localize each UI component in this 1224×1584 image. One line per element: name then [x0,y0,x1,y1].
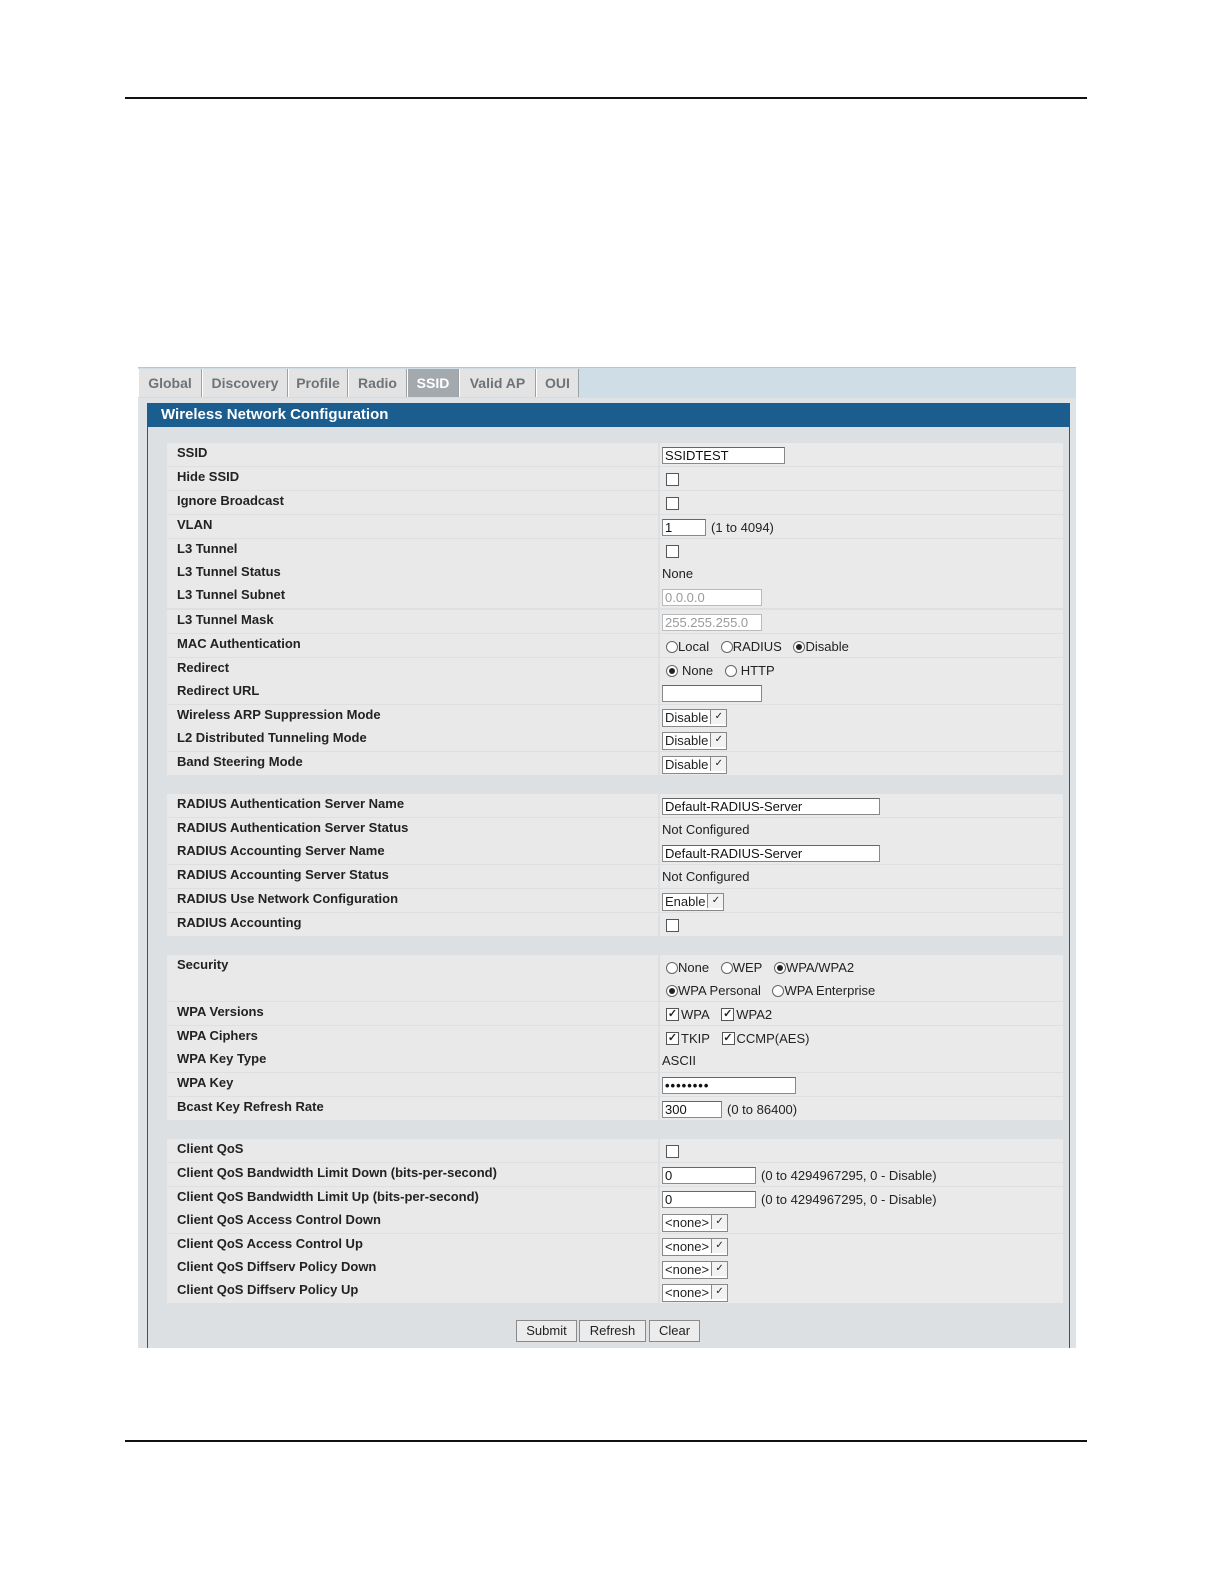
wpa-personal-label: WPA Personal [678,983,761,999]
band-steering-label: Band Steering Mode [167,752,658,775]
bw-down-label: Client QoS Bandwidth Limit Down (bits-per-second) [167,1163,658,1186]
wpa-key-type-label: WPA Key Type [167,1049,658,1072]
row-radius-use-network [167,889,1063,912]
diffserv-down-label: Client QoS Diffserv Policy Down [167,1257,658,1280]
mac-auth-label: MAC Authentication [167,634,658,657]
bw-up-input[interactable] [662,1191,756,1208]
radius-auth-name-input[interactable] [662,798,880,815]
arp-suppression-select[interactable] [662,709,727,727]
tab-global[interactable]: Global [138,369,202,397]
hide-ssid-checkbox[interactable] [666,473,679,486]
security-wep-label: WEP [732,960,763,976]
row-hide-ssid [167,467,1063,490]
row-client-qos [167,1139,1063,1162]
tab-valid-ap[interactable]: Valid AP [459,369,536,397]
band-steering-select[interactable] [662,756,727,774]
bcast-key-refresh-input[interactable] [662,1101,722,1118]
mac-auth-disable-radio[interactable] [793,641,805,653]
diffserv-up-select[interactable] [662,1284,728,1302]
redirect-http-radio[interactable] [725,665,737,677]
radius-use-network-select[interactable] [662,893,724,911]
mac-auth-local-label: Local [678,639,710,655]
security-wpa-radio[interactable] [774,962,786,974]
radius-accounting-label: RADIUS Accounting [167,913,658,936]
mac-auth-radius-radio[interactable] [721,641,733,653]
redirect-http-label: HTTP [740,663,775,679]
tab-ssid[interactable]: SSID [407,369,459,397]
row-l3-tunnel [167,539,1063,562]
row-l3-tunnel-status [167,562,1063,585]
l3-tunnel-subnet-label: L3 Tunnel Subnet [167,585,658,608]
radius-use-network-value: Enable [665,893,706,909]
wpa-enterprise-radio[interactable] [772,985,784,997]
row-radius-acct-name [167,841,1063,864]
ssid-label: SSID [167,443,658,466]
row-l3-tunnel-subnet [167,585,1063,608]
bw-up-label: Client QoS Bandwidth Limit Up (bits-per-second) [167,1187,658,1210]
row-ssid [167,443,1063,466]
radius-auth-name-label: RADIUS Authentication Server Name [167,794,658,817]
row-acl-down [167,1210,1063,1233]
row-diffserv-down [167,1257,1063,1280]
row-l2-tunneling [167,728,1063,751]
security-none-label: None [678,960,710,976]
l3-tunnel-mask-label: L3 Tunnel Mask [167,610,658,633]
row-radius-acct-status [167,865,1063,888]
wpa-cipher-tkip-label: TKIP [681,1031,710,1047]
row-wpa-key-type [167,1049,1063,1072]
l3-tunnel-subnet-input[interactable] [662,589,762,606]
chevron-down-icon: ✓ [710,710,726,724]
row-vlan [167,515,1063,538]
bw-down-input[interactable] [662,1167,756,1184]
row-radius-auth-status [167,818,1063,841]
tab-discovery[interactable]: Discovery [202,369,288,397]
chevron-down-icon: ✓ [710,757,726,771]
redirect-url-input[interactable] [662,685,762,702]
redirect-url-label: Redirect URL [167,681,658,704]
refresh-button[interactable]: Refresh [579,1320,646,1342]
client-qos-checkbox[interactable] [666,1145,679,1158]
acl-down-label: Client QoS Access Control Down [167,1210,658,1233]
row-bcast-key-refresh [167,1097,1063,1120]
wireless-network-panel [147,403,1070,1348]
radius-acct-name-label: RADIUS Accounting Server Name [167,841,658,864]
wpa-cipher-tkip-checkbox[interactable] [666,1032,679,1045]
panel-title: Wireless Network Configuration [148,403,1069,427]
wpa-enterprise-label: WPA Enterprise [784,983,876,999]
row-acl-up [167,1234,1063,1257]
panel-body [148,427,1069,1348]
security-wep-radio[interactable] [721,962,733,974]
row-security [167,955,1063,978]
security-none-radio[interactable] [666,962,678,974]
row-bw-up [167,1187,1063,1210]
l3-tunnel-mask-input[interactable] [662,614,762,631]
wpa-key-type-value: ASCII [660,1049,1063,1072]
row-radius-accounting [167,913,1063,936]
l2-tunneling-label: L2 Distributed Tunneling Mode [167,728,658,751]
arp-suppression-value: Disable [665,709,709,725]
radius-acct-name-input[interactable] [662,845,880,862]
chevron-down-icon: ✓ [711,1215,727,1229]
wpa-cipher-ccmp-label: CCMP(AES) [736,1031,810,1047]
mac-auth-local-radio[interactable] [666,641,678,653]
bcast-key-refresh-hint: (0 to 86400) [727,1102,798,1118]
diffserv-up-value: <none> [665,1284,710,1300]
page-bottom-rule [125,1440,1087,1442]
wpa-key-input[interactable] [662,1077,796,1094]
row-wpa-versions [167,1002,1063,1025]
chevron-down-icon: ✓ [711,1285,727,1299]
diffserv-up-label: Client QoS Diffserv Policy Up [167,1280,658,1303]
vlan-input[interactable] [662,519,706,536]
tab-profile[interactable]: Profile [288,369,348,397]
redirect-none-label: None [682,663,714,679]
wpa-key-label: WPA Key [167,1073,658,1096]
acl-up-value: <none> [665,1238,710,1254]
acl-down-select[interactable] [662,1214,728,1232]
vlan-hint: (1 to 4094) [711,520,774,536]
row-arp-suppression [167,705,1063,728]
app-frame [138,367,1076,1348]
tab-radio[interactable]: Radio [348,369,407,397]
hide-ssid-label: Hide SSID [167,467,658,490]
wpa-cipher-ccmp-checkbox[interactable] [722,1032,735,1045]
row-band-steering [167,752,1063,775]
mac-auth-disable-label: Disable [805,639,849,655]
clear-button[interactable]: Clear [649,1320,700,1342]
wpa-personal-radio[interactable] [666,985,678,997]
row-l3-tunnel-mask [167,610,1063,633]
wpa-version-wpa-checkbox[interactable] [666,1008,679,1021]
submit-button[interactable]: Submit [516,1320,577,1342]
security-label: Security [167,955,658,978]
acl-down-value: <none> [665,1214,710,1230]
band-steering-value: Disable [665,756,709,772]
chevron-down-icon: ✓ [710,733,726,747]
l2-tunneling-value: Disable [665,732,709,748]
security-wpa-label: WPA/WPA2 [785,960,855,976]
ignore-broadcast-checkbox[interactable] [666,497,679,510]
row-bw-down [167,1163,1063,1186]
radius-auth-status-value: Not Configured [660,818,1063,841]
tab-oui[interactable]: OUI [536,369,579,397]
row-ignore-broadcast [167,491,1063,514]
l3-tunnel-label: L3 Tunnel [167,539,658,562]
radius-use-network-label: RADIUS Use Network Configuration [167,889,658,912]
row-wpa-ciphers [167,1026,1063,1049]
radius-accounting-checkbox[interactable] [666,919,679,932]
acl-up-label: Client QoS Access Control Up [167,1234,658,1257]
row-wpa-mode [167,978,1063,1001]
client-qos-label: Client QoS [167,1139,658,1162]
row-redirect [167,658,1063,681]
wpa-mode-label [167,978,658,1001]
page-top-rule [125,97,1087,99]
wpa-version-wpa2-checkbox[interactable] [721,1008,734,1021]
acl-up-select[interactable] [662,1238,728,1256]
diffserv-down-select[interactable] [662,1261,728,1279]
wpa-version-wpa2-label: WPA2 [736,1007,773,1023]
radius-auth-status-label: RADIUS Authentication Server Status [167,818,658,841]
chevron-down-icon: ✓ [711,1262,727,1276]
wpa-versions-label: WPA Versions [167,1002,658,1025]
l2-tunneling-select[interactable] [662,732,727,750]
radius-acct-status-value: Not Configured [660,865,1063,888]
row-radius-auth-name [167,794,1063,817]
bw-up-hint: (0 to 4294967295, 0 - Disable) [761,1192,937,1208]
tab-bar [138,367,1076,398]
wpa-version-wpa-label: WPA [681,1007,710,1023]
row-diffserv-up [167,1280,1063,1303]
diffserv-down-value: <none> [665,1261,710,1277]
l3-tunnel-status-label: L3 Tunnel Status [167,562,658,585]
arp-suppression-label: Wireless ARP Suppression Mode [167,705,658,728]
redirect-none-radio[interactable] [666,665,678,677]
ssid-input[interactable] [662,447,785,464]
chevron-down-icon: ✓ [707,894,723,908]
row-wpa-key [167,1073,1063,1096]
row-mac-auth [167,634,1063,657]
l3-tunnel-checkbox[interactable] [666,545,679,558]
radius-acct-status-label: RADIUS Accounting Server Status [167,865,658,888]
bcast-key-refresh-label: Bcast Key Refresh Rate [167,1097,658,1120]
bw-down-hint: (0 to 4294967295, 0 - Disable) [761,1168,937,1184]
wpa-ciphers-label: WPA Ciphers [167,1026,658,1049]
redirect-label: Redirect [167,658,658,681]
l3-tunnel-status-value: None [660,562,1063,585]
vlan-label: VLAN [167,515,658,538]
ignore-broadcast-label: Ignore Broadcast [167,491,658,514]
chevron-down-icon: ✓ [711,1239,727,1253]
mac-auth-radius-label: RADIUS [732,639,782,655]
row-redirect-url [167,681,1063,704]
